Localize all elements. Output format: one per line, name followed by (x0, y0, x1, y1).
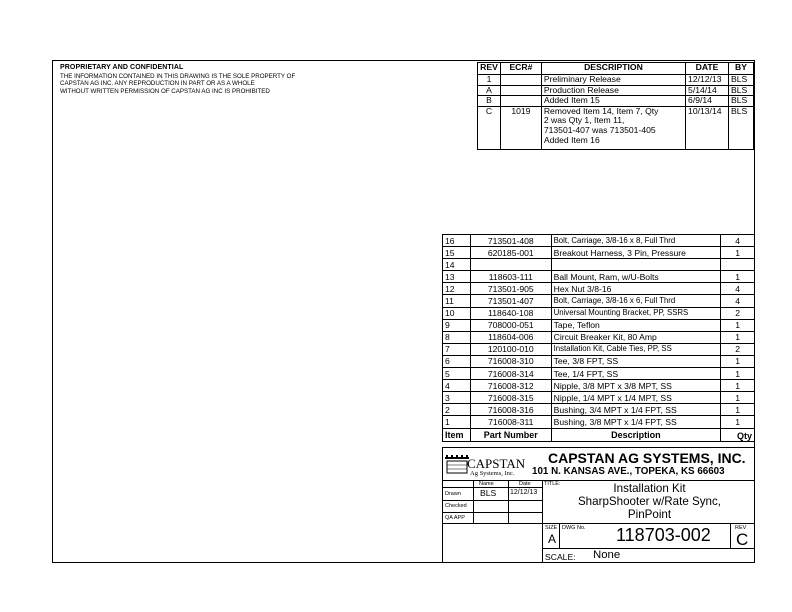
item-cell: 16 (443, 235, 471, 247)
qty-cell: 1 (721, 392, 755, 404)
part-number-cell: 716008-312 (470, 380, 551, 392)
qty-cell: 1 (721, 271, 755, 283)
name-label: Name (479, 481, 494, 487)
qty-cell: 1 (721, 404, 755, 416)
description-cell: Production Release (541, 85, 685, 96)
part-number-cell: 713501-408 (470, 235, 551, 247)
rev-cell: 1 (478, 75, 501, 86)
qty-cell: 1 (721, 416, 755, 428)
item-cell: 1 (443, 416, 471, 428)
revision-row (478, 96, 754, 107)
description-cell: Circuit Breaker Kit, 80 Amp (551, 331, 721, 343)
revision-row (478, 106, 754, 149)
bom-row (443, 392, 755, 404)
qty-cell: 1 (721, 380, 755, 392)
by-header: BY (729, 63, 754, 75)
date-header: DATE (686, 63, 729, 75)
item-cell: 7 (443, 343, 471, 355)
description-cell: Bolt, Carriage, 3/8-16 x 8, Full Thrd (551, 235, 721, 247)
bom-body (443, 235, 755, 429)
description-cell: Nipple, 1/4 MPT x 1/4 MPT, SS (551, 392, 721, 404)
qty-cell: 1 (721, 247, 755, 259)
description-cell: Installation Kit, Cable Ties, PP, SS (551, 343, 721, 355)
description-header: DESCRIPTION (541, 63, 685, 75)
drawn-name: BLS (480, 488, 497, 498)
description-cell: Ball Mount, Ram, w/U-Bolts (551, 271, 721, 283)
rev-value: C (736, 530, 749, 549)
dwg-no-value: 118703-002 (616, 525, 711, 545)
proprietary-line: WITHOUT WRITTEN PERMISSION OF CAPSTAN AG INC IS PROHIBITED (60, 87, 270, 95)
date-cell: 10/13/14 (686, 106, 729, 149)
title-line: SharpShooter w/Rate Sync, (577, 495, 722, 508)
item-header: Item (443, 428, 471, 441)
qa-label: QA APP (445, 515, 465, 521)
item-cell: 3 (443, 392, 471, 404)
part-number-cell: 118640-108 (470, 307, 551, 319)
description-cell: Breakout Harness, 3 Pin, Pressure (551, 247, 721, 259)
size-label: SIZE (545, 525, 558, 531)
company-name: CAPSTAN AG SYSTEMS, INC. (548, 450, 746, 466)
qty-cell: 1 (721, 331, 755, 343)
item-cell: 10 (443, 307, 471, 319)
by-cell: BLS (729, 75, 754, 86)
capstan-logo (445, 451, 526, 479)
item-cell: 15 (443, 247, 471, 259)
by-cell: BLS (729, 96, 754, 107)
rev-cell: C (478, 106, 501, 149)
description-cell: Tape, Teflon (551, 319, 721, 331)
dwg-no-label: DWG No. (562, 525, 586, 531)
logo-text: CAPSTAN (467, 456, 526, 471)
description-cell: Tee, 1/4 FPT, SS (551, 368, 721, 380)
description-cell: Universal Mounting Bracket, PP, SSRS (551, 307, 721, 319)
part-number-cell: 708000-051 (470, 319, 551, 331)
checked-label: Checked (445, 503, 467, 509)
rev-cell: A (478, 85, 501, 96)
qty-cell: 2 (721, 307, 755, 319)
description-cell: Added Item 15 (541, 96, 685, 107)
drawn-label: Drawn (445, 491, 461, 497)
part-number-cell: 713501-407 (470, 295, 551, 307)
ecr-header: ECR# (500, 63, 541, 75)
qty-cell: 1 (721, 319, 755, 331)
bom-row (443, 319, 755, 331)
description-cell: Removed Item 14, Item 7, Qty 2 was Qty 1, Item 11, 713501-407 was 713501-405 Added Item 16 (541, 106, 685, 149)
bom-row (443, 343, 755, 355)
bom-row (443, 247, 755, 259)
part-number-cell (470, 259, 551, 271)
description-cell (551, 259, 721, 271)
bom-row (443, 404, 755, 416)
part-number-cell: 716008-310 (470, 355, 551, 367)
bom-row (443, 355, 755, 367)
bom-row (443, 295, 755, 307)
part-number-cell: 713501-905 (470, 283, 551, 295)
ecr-cell (500, 85, 541, 96)
date-cell: 12/12/13 (686, 75, 729, 86)
bom-row (443, 307, 755, 319)
ecr-cell (500, 75, 541, 86)
part-number-cell: 716008-314 (470, 368, 551, 380)
part-number-header: Part Number (470, 428, 551, 441)
bom-row (443, 368, 755, 380)
revision-table (477, 62, 754, 150)
date-cell: 5/14/14 (686, 85, 729, 96)
by-cell: BLS (729, 85, 754, 96)
company-address: 101 N. KANSAS AVE., TOPEKA, KS 66603 (532, 466, 725, 477)
by-cell: BLS (729, 106, 754, 149)
drawing-title (543, 482, 756, 521)
bom-row (443, 259, 755, 271)
bom-row (443, 283, 755, 295)
logo-subtext: Ag Systems, Inc. (470, 470, 515, 477)
part-number-cell: 620185-001 (470, 247, 551, 259)
revision-row (478, 85, 754, 96)
date-label: Date (519, 481, 531, 487)
part-number-cell: 118603-111 (470, 271, 551, 283)
bom-row (443, 380, 755, 392)
qty-cell: 4 (721, 235, 755, 247)
item-cell: 12 (443, 283, 471, 295)
part-number-cell: 716008-311 (470, 416, 551, 428)
revision-row (478, 75, 754, 86)
proprietary-heading: PROPRIETARY AND CONFIDENTIAL (60, 64, 184, 71)
bom-row (443, 271, 755, 283)
description-cell: Bolt, Carriage, 3/8-16 x 6, Full Thrd (551, 295, 721, 307)
bill-of-materials (442, 234, 755, 442)
proprietary-notice (60, 64, 390, 95)
part-number-cell: 716008-315 (470, 392, 551, 404)
qty-cell: 4 (721, 295, 755, 307)
qty-cell: 2 (721, 343, 755, 355)
scale-value: None (593, 549, 621, 561)
scale-label: SCALE: (545, 552, 576, 562)
proprietary-line: CAPSTAN AG INC. ANY REPRODUCTION IN PART OR AS A WHOLE (60, 80, 255, 88)
part-number-cell: 118604-006 (470, 331, 551, 343)
part-number-cell: 120100-010 (470, 343, 551, 355)
item-cell: 13 (443, 271, 471, 283)
qty-cell: 1 (721, 355, 755, 367)
rev-label: REV (735, 525, 747, 531)
description-cell: Bushing, 3/8 MPT x 1/4 FPT, SS (551, 416, 721, 428)
title-line: Installation Kit (613, 482, 686, 495)
qty-cell (721, 259, 755, 271)
description-cell: Tee, 3/8 FPT, SS (551, 355, 721, 367)
date-cell: 6/9/14 (686, 96, 729, 107)
proprietary-body (60, 73, 390, 95)
rev-header: REV (478, 63, 501, 75)
bom-row (443, 331, 755, 343)
description-header: Description (551, 428, 721, 441)
title-label: TITLE: (544, 481, 561, 487)
item-cell: 14 (443, 259, 471, 271)
item-cell: 6 (443, 355, 471, 367)
item-cell: 2 (443, 404, 471, 416)
item-cell: 4 (443, 380, 471, 392)
qty-header: Qty (721, 428, 755, 441)
description-cell: Hex Nut 3/8-16 (551, 283, 721, 295)
item-cell: 5 (443, 368, 471, 380)
title-block (442, 447, 755, 563)
bom-row (443, 235, 755, 247)
ecr-cell: 1019 (500, 106, 541, 149)
revision-header-row (478, 63, 754, 75)
item-cell: 8 (443, 331, 471, 343)
item-cell: 9 (443, 319, 471, 331)
ecr-cell (500, 96, 541, 107)
qty-cell: 4 (721, 283, 755, 295)
bom-header-row (443, 428, 755, 441)
rev-cell: B (478, 96, 501, 107)
qty-cell: 1 (721, 368, 755, 380)
proprietary-line: THE INFORMATION CONTAINED IN THIS DRAWING IS THE SOLE PROPERTY OF (60, 73, 296, 80)
size-value: A (548, 532, 557, 546)
description-cell: Preliminary Release (541, 75, 685, 86)
part-number-cell: 716008-316 (470, 404, 551, 416)
item-cell: 11 (443, 295, 471, 307)
bom-row (443, 416, 755, 428)
description-cell: Nipple, 3/8 MPT x 3/8 MPT, SS (551, 380, 721, 392)
title-line: PinPoint (627, 508, 672, 521)
description-cell: Bushing, 3/4 MPT x 1/4 FPT, SS (551, 404, 721, 416)
logo-sprayer-icon (445, 455, 469, 477)
drawn-date: 12/12/13 (510, 489, 538, 496)
